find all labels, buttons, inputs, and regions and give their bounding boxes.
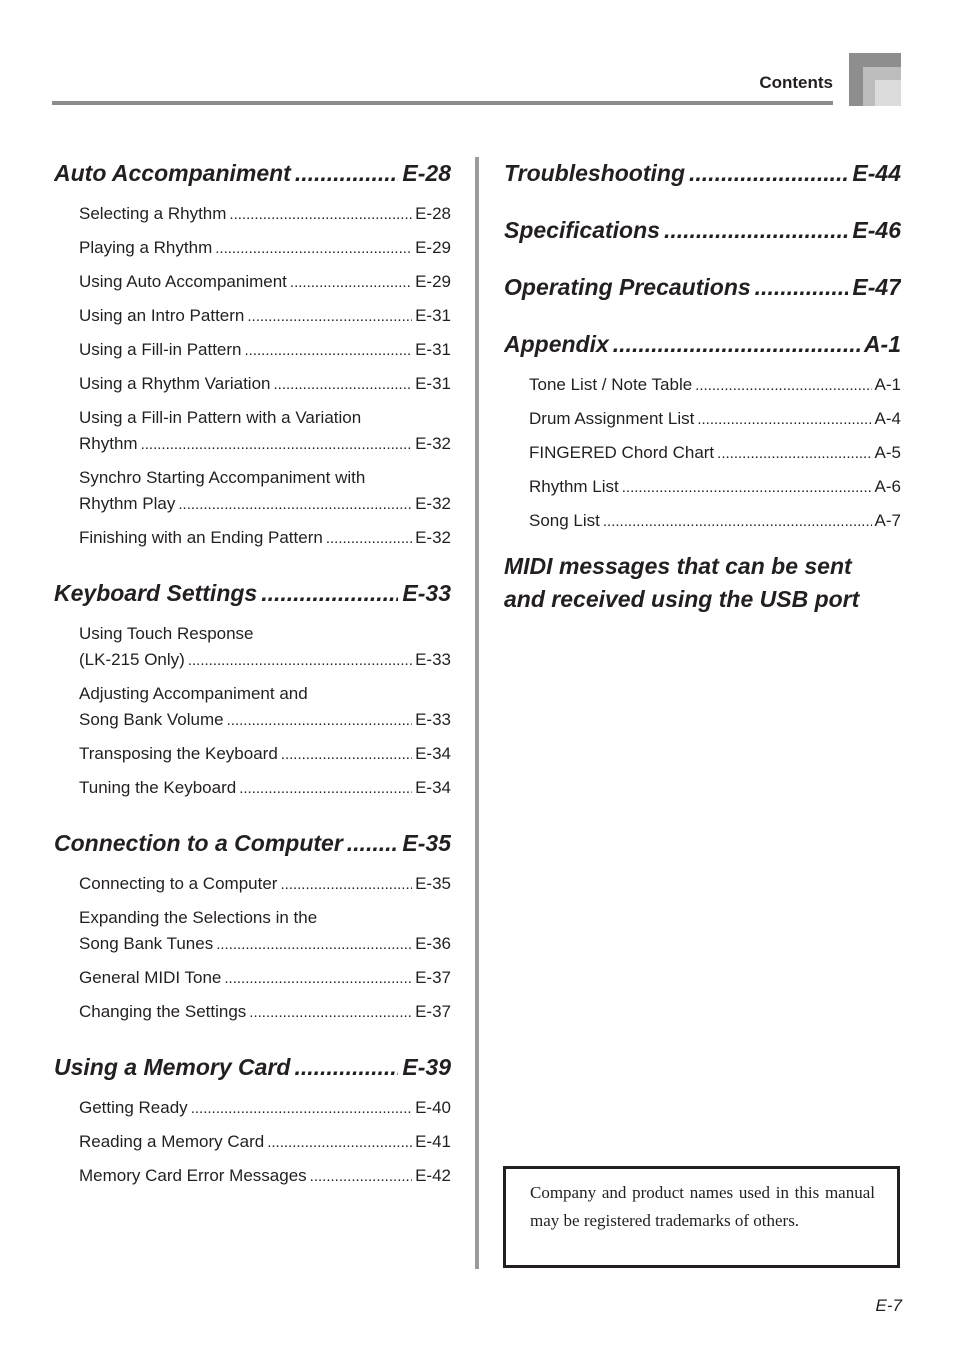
entry-line [79, 1129, 451, 1155]
entry-page-ref: E-31 [415, 340, 451, 359]
toc-left-column [54, 153, 451, 1189]
toc-entry[interactable] [79, 269, 451, 295]
corner-tab-graphic [849, 53, 901, 106]
header-rule [52, 101, 833, 105]
section-heading[interactable] [54, 823, 451, 863]
toc-entry[interactable] [79, 371, 451, 397]
entry-line [79, 303, 451, 329]
entry-page-ref: E-36 [415, 934, 451, 953]
entry-line [79, 707, 451, 733]
entry-title-line: FINGERED Chord Chart [529, 443, 715, 462]
toc-entry[interactable] [529, 406, 901, 432]
entry-page-ref: E-32 [415, 528, 451, 547]
entry-title-line: Song List [529, 511, 600, 530]
entry-title-line: Tone List / Note Table [529, 375, 693, 394]
toc-entry[interactable] [79, 905, 451, 957]
entry-title-line: Rhythm Play [79, 494, 176, 513]
entry-line [529, 508, 901, 534]
entry-line [79, 871, 451, 897]
dot-leader [239, 776, 412, 801]
section-page-ref: A-1 [863, 331, 901, 357]
entry-title-line: Transposing the Keyboard [79, 744, 278, 763]
entry-title-line: Rhythm [79, 434, 138, 453]
entry-page-ref: A-5 [874, 443, 901, 462]
trademark-notice: Company and product names used in this manual may be registered trademarks of others. [503, 1166, 900, 1268]
entry-page-ref: E-28 [415, 204, 451, 223]
entry-list [529, 372, 901, 534]
dot-leader [622, 475, 872, 500]
entry-line [79, 775, 451, 801]
dot-leader [274, 372, 413, 397]
entry-line [529, 474, 901, 500]
column-divider [475, 157, 479, 1269]
toc-entry[interactable] [529, 474, 901, 500]
toc-entry[interactable] [79, 1163, 451, 1189]
midi-heading-line-1: MIDI messages that can be sent [504, 553, 852, 579]
toc-entry[interactable] [79, 681, 451, 733]
toc-entry[interactable] [79, 465, 451, 517]
entry-page-ref: E-31 [415, 306, 451, 325]
midi-heading-line-2: and received using the USB port [504, 586, 860, 612]
toc-entry[interactable] [79, 525, 451, 551]
entry-line [79, 525, 451, 551]
dot-leader [178, 492, 412, 517]
dot-leader [280, 872, 412, 897]
entry-line [79, 965, 451, 991]
section-title: Appendix [504, 331, 609, 357]
entry-title-line: Synchro Starting Accompaniment with [79, 468, 366, 487]
entry-title-line: Drum Assignment List [529, 409, 695, 428]
entry-page-ref: E-33 [415, 650, 451, 669]
entry-title-line: Changing the Settings [79, 1002, 247, 1021]
dot-leader [326, 526, 412, 551]
toc-entry[interactable] [529, 440, 901, 466]
entry-page-ref: E-31 [415, 374, 451, 393]
toc-entry[interactable] [79, 337, 451, 363]
entry-page-ref: A-6 [874, 477, 901, 496]
midi-heading[interactable] [504, 550, 901, 616]
toc-entry[interactable] [79, 235, 451, 261]
dot-leader [188, 648, 412, 673]
entry-title-line: Memory Card Error Messages [79, 1166, 307, 1185]
entry-page-ref: E-32 [415, 494, 451, 513]
entry-page-ref: E-37 [415, 968, 451, 987]
dot-leader [697, 407, 871, 432]
toc-entry[interactable] [529, 508, 901, 534]
entry-title-line: Connecting to a Computer [79, 874, 278, 893]
entry-page-ref: E-32 [415, 434, 451, 453]
entry-title-line: Finishing with an Ending Pattern [79, 528, 323, 547]
entry-list [79, 1095, 451, 1189]
entry-title-line: Adjusting Accompaniment and [79, 684, 308, 703]
entry-page-ref: E-42 [415, 1166, 451, 1185]
entry-page-ref: E-35 [415, 874, 451, 893]
section-page-ref: E-46 [852, 217, 901, 243]
entry-page-ref: E-34 [415, 744, 451, 763]
entry-page-ref: E-37 [415, 1002, 451, 1021]
entry-title-line: Using a Fill-in Pattern with a Variation [79, 408, 362, 427]
entry-title-line: Reading a Memory Card [79, 1132, 265, 1151]
entry-line [79, 269, 451, 295]
section-page-ref: E-28 [402, 160, 451, 186]
entry-page-ref: A-4 [874, 409, 901, 428]
dot-leader [245, 338, 413, 363]
dot-leader [295, 153, 399, 193]
entry-list [79, 201, 451, 551]
entry-page-ref: E-33 [415, 710, 451, 729]
toc-section [504, 267, 901, 307]
toc-entry[interactable] [79, 303, 451, 329]
toc-right-sections [504, 153, 901, 534]
page-header-title: Contents [759, 73, 833, 92]
entry-line [79, 337, 451, 363]
entry-line [79, 491, 451, 517]
entry-line [529, 372, 901, 398]
section-title: Operating Precautions [504, 274, 751, 300]
entry-line [79, 647, 451, 673]
entry-title-line: Song Bank Tunes [79, 934, 214, 953]
toc-entry[interactable] [79, 741, 451, 767]
section-heading[interactable] [504, 267, 901, 307]
section-page-ref: E-35 [402, 830, 451, 856]
section-title: Specifications [504, 217, 660, 243]
toc-entry[interactable] [79, 201, 451, 227]
dot-leader [717, 441, 871, 466]
dot-leader [281, 742, 412, 767]
toc-section [54, 1047, 451, 1189]
section-heading[interactable] [504, 210, 901, 250]
entry-page-ref: E-34 [415, 778, 451, 797]
toc-entry[interactable] [79, 965, 451, 991]
section-page-ref: E-44 [852, 160, 901, 186]
entry-page-ref: E-29 [415, 238, 451, 257]
entry-title-line: Using a Rhythm Variation [79, 374, 271, 393]
dot-leader [267, 1130, 412, 1155]
dot-leader [249, 1000, 412, 1025]
entry-title-line: Using an Intro Pattern [79, 306, 245, 325]
entry-line [79, 235, 451, 261]
dot-leader [695, 373, 871, 398]
section-heading[interactable] [504, 153, 901, 193]
dot-leader [755, 267, 849, 307]
toc-entry[interactable] [79, 1129, 451, 1155]
entry-page-ref: A-1 [874, 375, 901, 394]
toc-entry[interactable] [79, 405, 451, 457]
dot-leader [294, 1047, 398, 1087]
entry-line [79, 931, 451, 957]
section-heading[interactable] [54, 153, 451, 193]
corner-tab-inner [875, 80, 901, 106]
section-title: Troubleshooting [504, 160, 686, 186]
dot-leader [191, 1096, 412, 1121]
entry-title-line: General MIDI Tone [79, 968, 222, 987]
dot-leader [310, 1164, 412, 1189]
entry-list [79, 621, 451, 801]
dot-leader [347, 823, 399, 863]
entry-page-ref: E-40 [415, 1098, 451, 1117]
entry-line [79, 431, 451, 457]
toc-entry[interactable] [79, 999, 451, 1025]
page-number: E-7 [875, 1296, 902, 1315]
section-page-ref: E-33 [402, 580, 451, 606]
entry-title-line: (LK-215 Only) [79, 650, 185, 669]
section-title: Connection to a Computer [54, 830, 343, 856]
toc-section [504, 153, 901, 193]
dot-leader [216, 932, 412, 957]
toc-entry[interactable] [529, 372, 901, 398]
entry-title-line: Playing a Rhythm [79, 238, 213, 257]
entry-line [79, 741, 451, 767]
entry-title-line: Getting Ready [79, 1098, 188, 1117]
toc-section [54, 823, 451, 1025]
entry-title-line: Using a Fill-in Pattern [79, 340, 242, 359]
entry-page-ref: A-7 [874, 511, 901, 530]
section-title: Using a Memory Card [54, 1054, 291, 1080]
entry-title-line: Using Touch Response [79, 624, 254, 643]
entry-list [79, 871, 451, 1025]
entry-line [79, 371, 451, 397]
section-title: Keyboard Settings [54, 580, 258, 606]
toc-entry[interactable] [79, 1095, 451, 1121]
dot-leader [664, 210, 848, 250]
entry-title-line: Using Auto Accompaniment [79, 272, 287, 291]
section-heading[interactable] [504, 324, 901, 364]
entry-page-ref: E-29 [415, 272, 451, 291]
dot-leader [603, 509, 872, 534]
toc-entry[interactable] [79, 621, 451, 673]
section-page-ref: E-47 [852, 274, 901, 300]
dot-leader [290, 270, 412, 295]
toc-right-column [504, 153, 901, 616]
dot-leader [141, 432, 413, 457]
dot-leader [247, 304, 412, 329]
dot-leader [689, 153, 848, 193]
entry-line [79, 1095, 451, 1121]
toc-entry[interactable] [79, 871, 451, 897]
toc-section [504, 210, 901, 250]
entry-line [79, 201, 451, 227]
toc-entry[interactable] [79, 775, 451, 801]
entry-title-line: Rhythm List [529, 477, 619, 496]
entry-title-line: Selecting a Rhythm [79, 204, 227, 223]
entry-line [79, 1163, 451, 1189]
entry-title-line: Tuning the Keyboard [79, 778, 237, 797]
entry-line [529, 406, 901, 432]
dot-leader [229, 202, 412, 227]
toc-section [54, 153, 451, 551]
entry-line [529, 440, 901, 466]
dot-leader [224, 966, 412, 991]
dot-leader [613, 324, 860, 364]
section-heading[interactable] [54, 573, 451, 613]
dot-leader [215, 236, 412, 261]
dot-leader [261, 573, 398, 613]
section-title: Auto Accompaniment [54, 160, 291, 186]
section-page-ref: E-39 [402, 1054, 451, 1080]
entry-page-ref: E-41 [415, 1132, 451, 1151]
entry-line [79, 999, 451, 1025]
toc-section [504, 324, 901, 534]
section-heading[interactable] [54, 1047, 451, 1087]
entry-title-line: Expanding the Selections in the [79, 908, 318, 927]
dot-leader [227, 708, 412, 733]
toc-section [54, 573, 451, 801]
entry-title-line: Song Bank Volume [79, 710, 224, 729]
